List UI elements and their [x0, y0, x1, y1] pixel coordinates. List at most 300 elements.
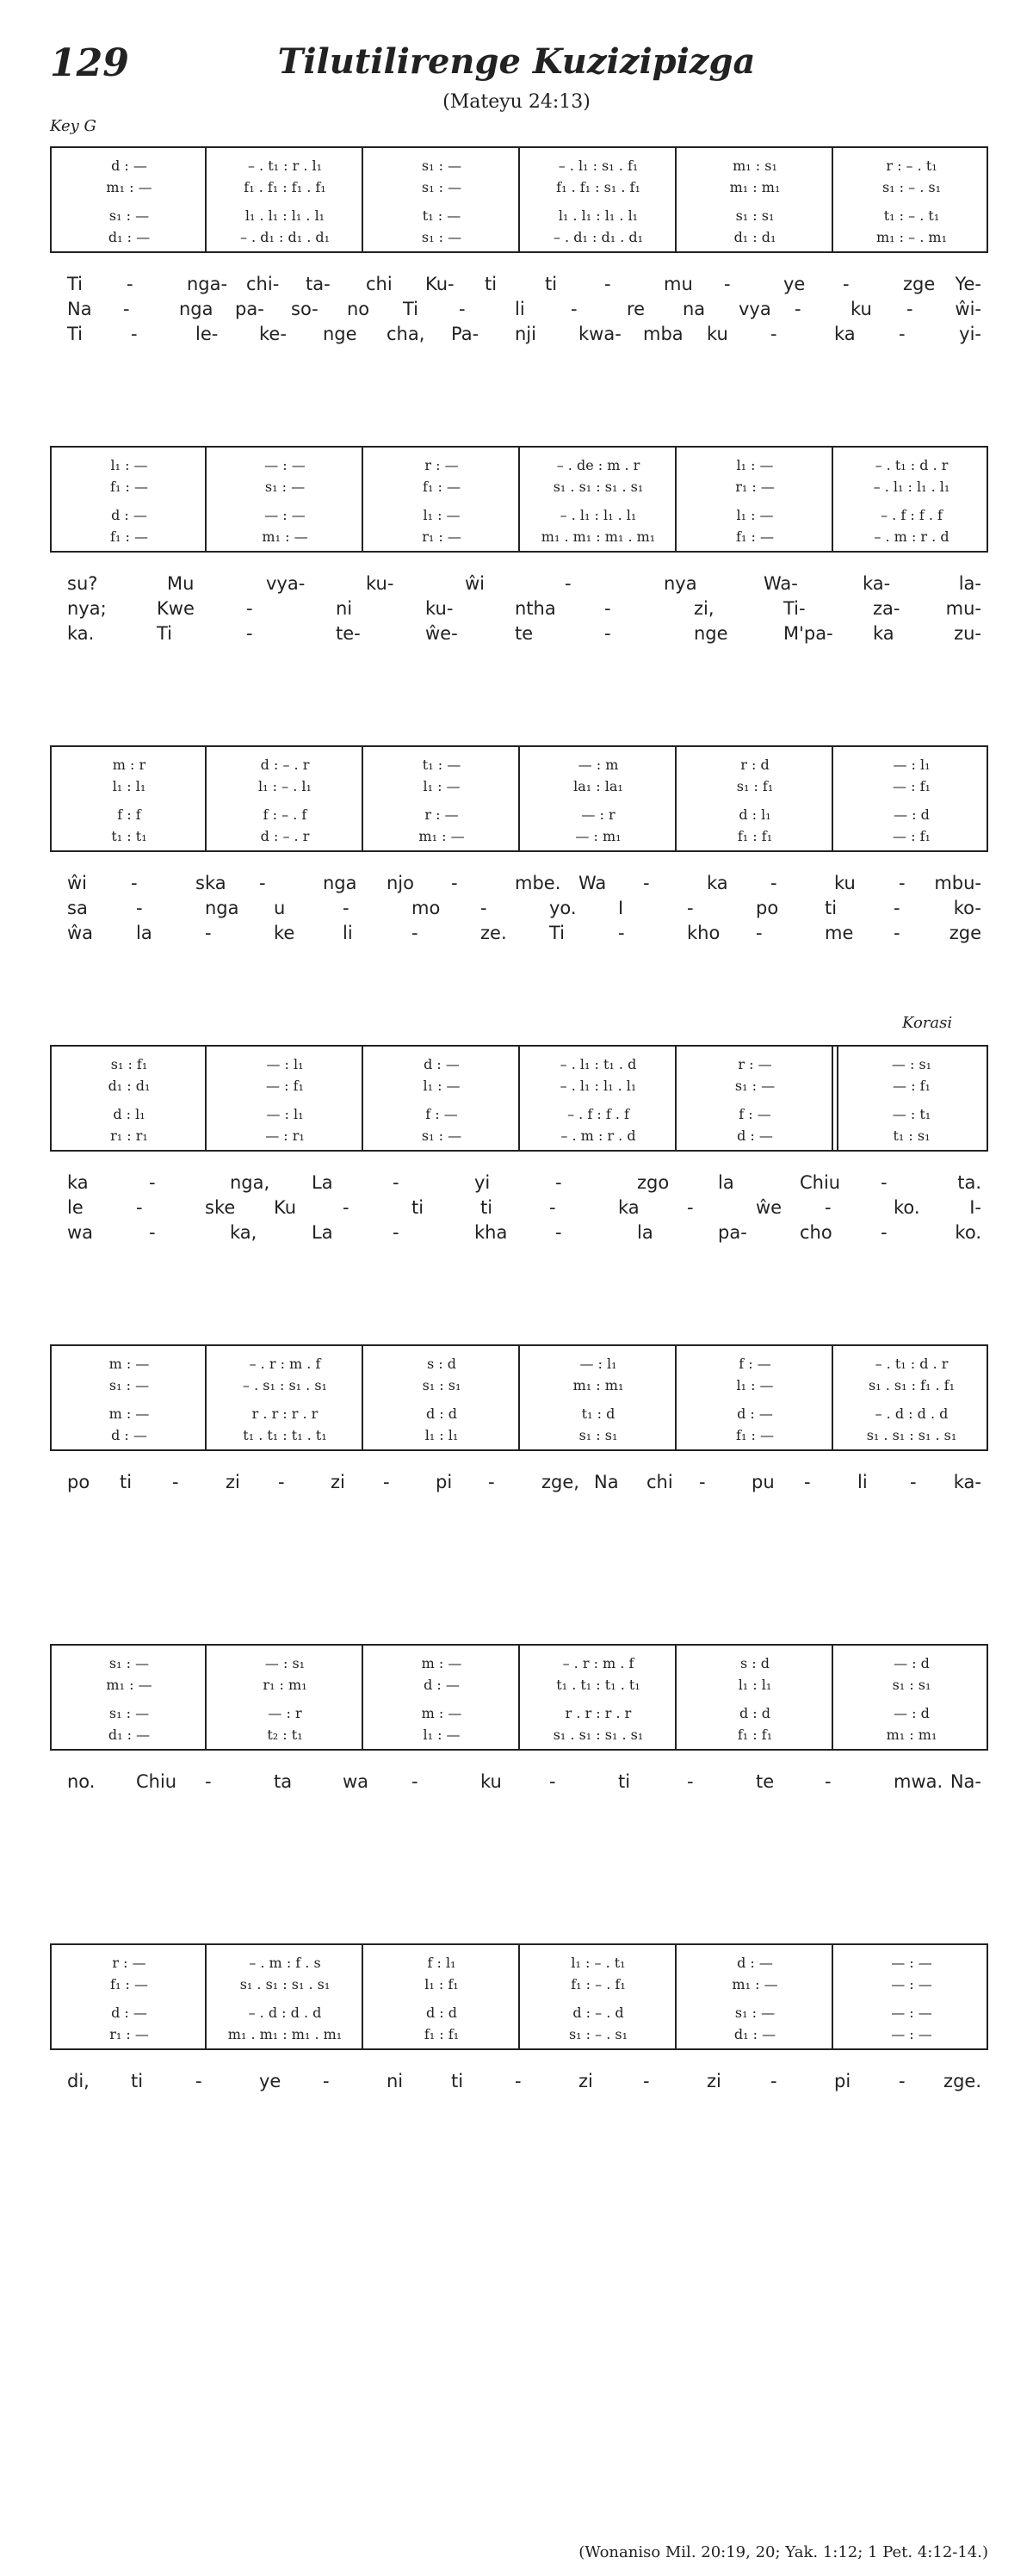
measure-notes: – . l₁ : s₁ . f₁	[558, 158, 639, 174]
measure-notes: — : f₁	[893, 778, 931, 794]
lyric-syllable: ta-	[306, 274, 331, 294]
measure-notes: f₁ : —	[110, 1976, 148, 1992]
lyric-syllable: mwa.	[894, 1771, 943, 1792]
lyric-syllable: ŵe	[756, 1197, 782, 1218]
lyric-syllable: njo	[387, 873, 414, 893]
measure-notes: t₁ . t₁ : t₁ . t₁	[243, 1427, 327, 1443]
lyric-syllable: ti	[131, 2071, 144, 2091]
measure-notes: t₁ : s₁	[893, 1127, 931, 1144]
measure-notes: d : —	[424, 1677, 460, 1693]
lyric-syllable: sa	[67, 898, 88, 918]
lyric-syllable: mu-	[945, 598, 981, 619]
lyric-syllable: ti	[545, 274, 558, 294]
lyric-syllable: me	[825, 923, 854, 943]
measure-notes: – . l₁ : l₁ . l₁	[560, 1078, 637, 1094]
measure-notes: m₁ : —	[106, 179, 152, 195]
measure-notes: d : l₁	[113, 1106, 145, 1122]
lyric-syllable: -	[549, 1197, 556, 1218]
measure-notes: — : s₁	[264, 1655, 306, 1671]
staff-system	[50, 146, 988, 253]
voice-part	[52, 476, 987, 498]
voice-part	[52, 1103, 987, 1126]
lyric-syllable: -	[643, 2071, 650, 2091]
lyric-syllable: -	[618, 923, 625, 943]
measure-notes: r₁ : —	[422, 528, 461, 545]
measure-notes: – . l₁ : l₁ . l₁	[560, 507, 637, 523]
measure-notes: m : —	[421, 1655, 462, 1671]
measure-notes: s₁ : s₁	[735, 207, 775, 224]
lyric-syllable: ka	[873, 623, 894, 644]
measure-notes: — : l₁	[266, 1106, 304, 1122]
lyric-syllable: ku	[707, 324, 728, 344]
measure-notes: d₁ : —	[108, 229, 151, 245]
lyric-syllable: nge	[323, 324, 357, 344]
lyric-syllable: te	[756, 1771, 775, 1792]
measure-notes: f₁ : f₁	[424, 2026, 460, 2042]
lyric-syllable: -	[383, 1472, 390, 1492]
lyric-syllable: -	[480, 898, 487, 918]
lyric-syllable: di,	[67, 2071, 90, 2091]
lyric-syllable: ti	[485, 274, 498, 294]
lyric-syllable: chi	[646, 1472, 673, 1492]
lyric-syllable: -	[549, 1771, 556, 1792]
voice-part	[52, 1652, 987, 1675]
measure-notes: l₁ . l₁ : l₁ . l₁	[558, 207, 639, 224]
lyric-syllable: nga,	[230, 1172, 270, 1193]
measure-notes: — : t₁	[892, 1106, 931, 1122]
lyric-syllable: -	[881, 1172, 888, 1193]
measure-notes: s₁ : s₁	[578, 1427, 618, 1443]
lyric-syllable: ye	[259, 2071, 281, 2091]
measure-notes: d : —	[111, 158, 147, 174]
lyric-syllable: ti	[120, 1472, 133, 1492]
lyric-syllable: -	[459, 299, 466, 319]
measure-notes: s₁ . s₁ : s₁ . s₁	[553, 1727, 644, 1743]
lyric-syllable: la	[136, 923, 152, 943]
measure-notes: r : —	[112, 1955, 146, 1971]
lyric-syllable: ntha	[515, 598, 556, 619]
lyric-syllable: nya;	[67, 598, 107, 619]
measure-notes: — : f₁	[893, 828, 931, 844]
lyric-line	[50, 1197, 988, 1221]
measure-notes: — : r₁	[265, 1127, 305, 1144]
lyric-syllable: Wa	[578, 873, 607, 893]
voice-part	[52, 1075, 987, 1097]
lyric-syllable: kha	[474, 1222, 508, 1243]
measure-notes: – . t₁ : d . r	[875, 457, 949, 473]
lyric-syllable: -	[843, 274, 850, 294]
lyric-syllable: -	[894, 923, 900, 943]
staff-system	[50, 1943, 988, 2050]
lyric-syllable: Chiu	[800, 1172, 841, 1193]
lyric-syllable: -	[756, 923, 763, 943]
lyric-syllable: -	[488, 1472, 495, 1492]
measure-notes: — : d	[894, 1705, 930, 1721]
measure-notes: l₁ : —	[423, 1078, 461, 1094]
lyric-syllable: ska	[195, 873, 226, 893]
lyric-line	[50, 324, 988, 348]
lyric-line	[50, 1222, 988, 1246]
lyric-line	[50, 1771, 988, 1795]
lyric-syllable: ŵi	[465, 573, 486, 594]
lyric-syllable: -	[136, 898, 143, 918]
voice-part	[52, 1952, 987, 1974]
lyric-syllable: -	[825, 1771, 832, 1792]
lyric-syllable: kho	[687, 923, 721, 943]
measure-notes: s₁ . s₁ : s₁ . s₁	[239, 1976, 331, 1992]
lyric-syllable: -	[246, 598, 253, 619]
staff-system	[50, 1045, 988, 1152]
measure-notes: — : —	[264, 457, 306, 473]
measure-notes: d : – . d	[572, 2005, 624, 2021]
voice-part	[52, 1374, 987, 1397]
lyric-syllable: zi	[331, 1472, 345, 1492]
measure-notes: s₁ : —	[421, 179, 462, 195]
lyric-syllable: nge	[694, 623, 728, 644]
staff-system	[50, 745, 988, 852]
lyric-syllable: -	[825, 1197, 832, 1218]
lyric-syllable: zge,	[541, 1472, 579, 1492]
lyric-syllable: wa	[343, 1771, 369, 1792]
measure-notes: s₁ : s₁	[422, 1377, 461, 1393]
lyric-syllable: -	[246, 623, 253, 644]
lyric-syllable: -	[149, 1172, 156, 1193]
lyric-syllable: ka.	[67, 623, 95, 644]
measure-notes: s₁ : —	[734, 2005, 776, 2021]
measure-notes: r : —	[738, 1056, 772, 1072]
measure-notes: t₁ : – . t₁	[883, 207, 940, 224]
measure-notes: l₁ : l₁	[738, 1677, 772, 1693]
lyric-syllable: Mu	[167, 573, 195, 594]
lyric-syllable: pa-	[235, 299, 264, 319]
lyric-syllable: -	[910, 1472, 917, 1492]
lyric-syllable: -	[899, 2071, 906, 2091]
measure-notes: — : s₁	[891, 1056, 932, 1072]
measure-notes: m : r	[112, 757, 146, 773]
lyric-syllable: ka-	[953, 1472, 981, 1492]
measure-notes: f₁ : – . f₁	[571, 1976, 626, 1992]
measure-notes: — : m	[578, 757, 619, 773]
measure-notes: s₁ : – . s₁	[568, 2026, 628, 2042]
lyric-syllable: -	[687, 898, 694, 918]
measure-notes: s₁ : —	[421, 1127, 462, 1144]
measure-notes: m₁ : —	[732, 1976, 778, 1992]
measure-notes: s₁ . s₁ : s₁ . s₁	[553, 479, 644, 495]
lyric-syllable: -	[770, 324, 777, 344]
lyric-syllable: mo	[411, 898, 441, 918]
measure-notes: d : d	[425, 1405, 458, 1422]
lyric-syllable: ni	[387, 2071, 404, 2091]
measure-notes: r : —	[424, 457, 459, 473]
measure-notes: f : – . f	[263, 806, 307, 823]
lyric-line	[50, 923, 988, 947]
lyric-syllable: -	[343, 1197, 349, 1218]
lyric-syllable: yi	[474, 1172, 491, 1193]
lyric-syllable: Ti	[67, 274, 84, 294]
lyric-syllable: ku	[834, 873, 856, 893]
lyric-syllable: -	[451, 873, 458, 893]
lyric-syllable: Na-	[949, 1771, 981, 1792]
measure-notes: s₁ : —	[421, 158, 462, 174]
measure-notes: – . m : f . s	[249, 1955, 321, 1971]
measure-notes: f : —	[739, 1356, 771, 1372]
measure-notes: m : —	[108, 1356, 150, 1372]
measure-notes: r : —	[424, 806, 459, 823]
voice-part	[52, 1702, 987, 1725]
lyric-syllable: zi,	[694, 598, 714, 619]
lyric-syllable: -	[699, 1472, 706, 1492]
voice-part	[52, 526, 987, 548]
measure-notes: r . r : r . r	[565, 1705, 632, 1721]
measure-notes: — : —	[264, 507, 306, 523]
lyric-syllable: M'pa-	[783, 623, 833, 644]
chorus-label: Korasi	[902, 1014, 953, 1032]
lyric-syllable: ti	[825, 898, 838, 918]
measure-notes: f₁ : f₁	[737, 1727, 773, 1743]
measure-notes: f₁ . f₁ : f₁ . f₁	[244, 179, 326, 195]
lyric-syllable: le-	[195, 324, 219, 344]
measure-notes: t₁ : —	[422, 757, 461, 773]
voice-part	[52, 1403, 987, 1425]
lyric-syllable: Ti	[157, 623, 173, 644]
lyric-syllable: ti	[480, 1197, 493, 1218]
voice-part	[52, 804, 987, 826]
lyric-syllable: La	[312, 1172, 333, 1193]
lyric-syllable: ni	[336, 598, 353, 619]
lyric-syllable: pu	[752, 1472, 775, 1492]
lyric-syllable: -	[604, 598, 611, 619]
measure-notes: d : —	[737, 1405, 773, 1422]
lyric-syllable: Pa-	[451, 324, 479, 344]
measure-notes: m₁ : m₁	[729, 179, 781, 195]
measure-notes: l₁ : —	[423, 507, 461, 523]
lyric-syllable: Ti	[67, 324, 84, 344]
lyric-line	[50, 1472, 988, 1496]
lyric-syllable: -	[804, 1472, 811, 1492]
lyric-syllable: wa	[67, 1222, 94, 1243]
lyric-syllable: vya-	[266, 573, 306, 594]
lyric-syllable: ti	[451, 2071, 464, 2091]
measure-notes: — : —	[891, 2005, 932, 2021]
lyric-syllable: nga	[179, 299, 213, 319]
measure-notes: – . r : m . f	[249, 1356, 321, 1372]
measure-notes: f₁ : —	[423, 479, 461, 495]
lyric-syllable: cha,	[387, 324, 425, 344]
lyric-syllable: ko-	[953, 898, 981, 918]
lyric-syllable: -	[899, 324, 906, 344]
lyric-syllable: -	[565, 573, 572, 594]
lyric-syllable: ku	[480, 1771, 502, 1792]
lyric-syllable: Ti	[403, 299, 419, 319]
measure-notes: f₁ : —	[736, 528, 774, 545]
measure-notes: d : —	[737, 1127, 773, 1144]
lyric-syllable: yo.	[549, 898, 577, 918]
measure-notes: – . d₁ : d₁ . d₁	[239, 229, 331, 245]
lyric-syllable: li	[343, 923, 353, 943]
measure-notes: — : d	[894, 806, 930, 823]
measure-notes: r : – . t₁	[886, 158, 937, 174]
lyric-syllable: zi	[226, 1472, 240, 1492]
hymn-title: Tilutilirenge Kuzizipizga	[277, 41, 756, 82]
voice-part	[52, 155, 987, 177]
measure-notes: m₁ . m₁ : m₁ . m₁	[541, 528, 656, 545]
lyric-syllable: ka	[67, 1172, 89, 1193]
lyric-syllable: La	[312, 1222, 333, 1243]
lyric-syllable: zge	[903, 274, 936, 294]
measure-notes: — : d	[894, 1655, 930, 1671]
measure-notes: f₁ : —	[110, 479, 148, 495]
lyric-syllable: mu	[664, 274, 693, 294]
measure-notes: m₁ : —	[418, 828, 465, 844]
measure-notes: m₁ . m₁ : m₁ . m₁	[227, 2026, 343, 2042]
lyric-syllable: ze.	[480, 923, 507, 943]
measure-notes: r : d	[740, 757, 770, 773]
lyric-syllable: zge.	[943, 2071, 981, 2091]
measure-notes: – . d : d . d	[248, 2005, 322, 2021]
lyric-line	[50, 898, 988, 922]
measure-notes: f : l₁	[427, 1955, 456, 1971]
lyric-syllable: la-	[958, 573, 981, 594]
measure-notes: f₁ . f₁ : s₁ . f₁	[556, 179, 640, 195]
measure-notes: r₁ : r₁	[110, 1127, 148, 1144]
lyric-syllable: Ti	[549, 923, 566, 943]
lyric-line	[50, 274, 988, 298]
measure-notes: l₁ : l₁	[424, 1427, 459, 1443]
hymn-number: 129	[50, 41, 129, 85]
measure-notes: l₁ : —	[736, 457, 774, 473]
lyric-syllable: yi-	[959, 324, 981, 344]
lyric-syllable: -	[770, 873, 777, 893]
lyric-syllable: -	[131, 324, 138, 344]
measure-notes: d : l₁	[739, 806, 771, 823]
staff-system	[50, 1344, 988, 1451]
lyric-syllable: -	[323, 2071, 330, 2091]
lyric-syllable: -	[515, 2071, 522, 2091]
measure-notes: f : —	[739, 1106, 771, 1122]
measure-notes: s₁ : —	[421, 229, 462, 245]
measure-notes: — : r	[581, 806, 615, 823]
measure-notes: t₁ : d	[581, 1405, 615, 1422]
lyric-syllable: re	[627, 299, 646, 319]
measure-notes: r . r : r . r	[251, 1405, 319, 1422]
voice-part	[52, 754, 987, 776]
lyric-syllable: ti	[411, 1197, 424, 1218]
measure-notes: s₁ : —	[108, 207, 150, 224]
lyric-syllable: zu-	[954, 623, 981, 644]
lyric-syllable: -	[571, 299, 578, 319]
measure-notes: s : d	[739, 1655, 770, 1671]
measure-notes: s₁ . s₁ : f₁ . f₁	[869, 1377, 955, 1393]
lyric-syllable: -	[136, 1197, 143, 1218]
voice-part	[52, 2023, 987, 2046]
measure-notes: s₁ . s₁ : s₁ . s₁	[866, 1427, 957, 1443]
measure-notes: d : —	[424, 1056, 460, 1072]
measure-notes: s₁ : —	[108, 1377, 150, 1393]
measure-notes: m₁ : – . m₁	[876, 229, 947, 245]
lyric-syllable: -	[894, 898, 900, 918]
lyric-syllable: za-	[873, 598, 900, 619]
lyric-syllable: ta.	[957, 1172, 981, 1193]
measure-notes: d : – . r	[260, 828, 310, 844]
measure-notes: – . m : r . d	[874, 528, 949, 545]
lyric-syllable: ku-	[366, 573, 394, 594]
voice-part	[52, 1125, 987, 1147]
measure-notes: d₁ : d₁	[733, 229, 776, 245]
voice-part	[52, 504, 987, 527]
lyric-syllable: pa-	[718, 1222, 747, 1243]
lyric-syllable: mbu-	[934, 873, 981, 893]
voice-part	[52, 825, 987, 848]
voice-part	[52, 775, 987, 798]
lyric-syllable: Chiu	[136, 1771, 177, 1792]
lyric-syllable: I	[618, 898, 624, 918]
lyric-syllable: -	[604, 623, 611, 644]
lyric-syllable: ke-	[259, 324, 287, 344]
measure-notes: t₁ . t₁ : t₁ . t₁	[556, 1677, 640, 1693]
lyric-syllable: -	[724, 274, 731, 294]
lyric-syllable: le	[67, 1197, 84, 1218]
voice-part	[52, 176, 987, 199]
lyric-syllable: nga-	[187, 274, 228, 294]
lyric-syllable: na	[683, 299, 706, 319]
lyric-syllable: ka	[834, 324, 856, 344]
measure-notes: f₁ : —	[110, 528, 148, 545]
lyric-syllable: ka,	[230, 1222, 257, 1243]
lyric-syllable: -	[259, 873, 266, 893]
lyric-syllable: ŵe-	[425, 623, 458, 644]
measure-notes: l₁ : —	[736, 1377, 774, 1393]
measure-notes: – . t₁ : r . l₁	[247, 158, 323, 174]
measure-notes: — : f₁	[893, 1078, 931, 1094]
measure-notes: m₁ : m₁	[886, 1727, 937, 1743]
lyric-syllable: pi	[436, 1472, 453, 1492]
lyric-syllable: Na	[67, 299, 92, 319]
measure-notes: m₁ : m₁	[572, 1377, 624, 1393]
lyric-line	[50, 623, 988, 647]
lyric-syllable: -	[393, 1172, 399, 1193]
voice-part	[52, 454, 987, 477]
lyric-syllable: ske	[205, 1197, 236, 1218]
lyric-line	[50, 598, 988, 622]
lyric-syllable: po	[756, 898, 779, 918]
key-signature: Key G	[50, 117, 96, 135]
lyric-syllable: pi	[834, 2071, 851, 2091]
lyric-syllable: Na	[594, 1472, 619, 1492]
staff-system	[50, 446, 988, 553]
lyric-syllable: -	[643, 873, 650, 893]
voice-part	[52, 226, 987, 249]
lyric-syllable: -	[205, 923, 212, 943]
measure-notes: s₁ : f₁	[736, 778, 774, 794]
measure-notes: l₁ : —	[110, 457, 148, 473]
measure-notes: s₁ : —	[108, 1705, 150, 1721]
lyric-syllable: so-	[291, 299, 319, 319]
lyric-syllable: chi	[366, 274, 393, 294]
measure-notes: r₁ : m₁	[263, 1677, 307, 1693]
lyric-syllable: ta	[274, 1771, 293, 1792]
measure-notes: m₁ : —	[106, 1677, 152, 1693]
lyric-syllable: cho	[800, 1222, 832, 1243]
lyric-syllable: te-	[336, 623, 361, 644]
lyric-syllable: ŵi-	[955, 299, 981, 319]
lyric-syllable: I-	[969, 1197, 981, 1218]
lyric-syllable: -	[795, 299, 801, 319]
measure-notes: s : d	[426, 1356, 456, 1372]
footnote: (Wonaniso Mil. 20:19, 20; Yak. 1:12; 1 Pet. 4:12-14.)	[578, 2543, 988, 2561]
measure-notes: s₁ : s₁	[892, 1677, 931, 1693]
measure-notes: — : l₁	[893, 757, 931, 773]
lyric-syllable: -	[604, 274, 611, 294]
